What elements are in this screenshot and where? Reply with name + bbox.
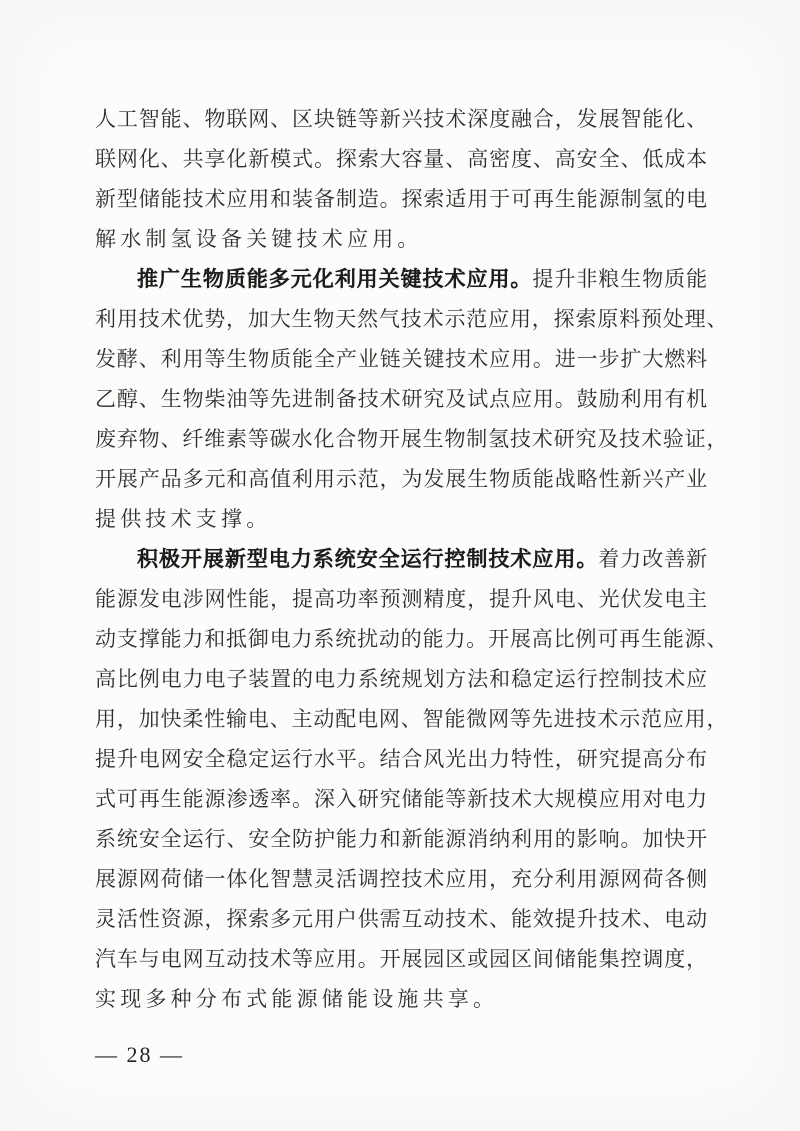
line-text: 汽车与电网互动技术等应用。开展园区或园区间储能集控调度， — [95, 947, 708, 971]
line-text: 展源网荷储一体化智慧灵活调控技术应用，充分利用源网荷各侧 — [95, 867, 708, 891]
text-line — [95, 139, 708, 179]
text-line — [95, 739, 708, 779]
text-line — [95, 939, 708, 979]
line-text: 开展产品多元和高值利用示范，为发展生物质能战略性新兴产业 — [95, 467, 708, 491]
text-line — [95, 539, 708, 579]
line-text: 提升非粮生物质能 — [532, 267, 708, 291]
line-text: 着力改善新 — [598, 547, 709, 571]
text-line — [95, 819, 708, 859]
text-line — [95, 419, 729, 459]
line-text: 发酵、利用等生物质能全产业链关键技术应用。进一步扩大燃料 — [95, 347, 708, 371]
text-line — [95, 299, 729, 339]
line-text: 提升电网安全稳定运行水平。结合风光出力特性，研究提高分布 — [95, 747, 708, 771]
text-line — [95, 779, 708, 819]
line-text: 联网化、共享化新模式。探索大容量、高密度、高安全、低成本 — [95, 147, 708, 171]
line-text: 动支撑能力和抵御电力系统扰动的能力。开展高比例可再生能源、 — [95, 627, 729, 651]
line-text: 用，加快柔性输电、主动配电网、智能微网等先进技术示范应用， — [95, 707, 729, 731]
text-line — [95, 899, 708, 939]
text-line — [95, 459, 708, 499]
line-text: 式可再生能源渗透率。深入研究储能等新技术大规模应用对电力 — [95, 787, 708, 811]
line-text: 人工智能、物联网、区块链等新兴技术深度融合，发展智能化、 — [95, 107, 708, 131]
text-line — [95, 659, 708, 699]
document-body — [95, 99, 729, 1019]
line-text: 灵活性资源，探索多元用户供需互动技术、能效提升技术、电动 — [95, 907, 708, 931]
text-line — [95, 499, 708, 539]
text-line — [95, 699, 729, 739]
line-text: 新型储能技术应用和装备制造。探索适用于可再生能源制氢的电 — [95, 187, 708, 211]
line-text: 能源发电涉网性能，提高功率预测精度，提升风电、光伏发电主 — [95, 587, 708, 611]
line-text: 利用技术优势，加大生物天然气技术示范应用，探索原料预处理、 — [95, 307, 729, 331]
page-number: — 28 — — [95, 1042, 184, 1067]
paragraph-lead-bold: 推广生物质能多元化利用关键技术应用。 — [137, 267, 533, 291]
line-text: 高比例电力电子装置的电力系统规划方法和稳定运行控制技术应 — [95, 667, 708, 691]
text-line — [95, 979, 708, 1019]
line-text: 系统安全运行、安全防护能力和新能源消纳利用的影响。加快开 — [95, 827, 708, 851]
page-footer — [95, 1042, 708, 1068]
text-line — [95, 859, 708, 899]
text-line — [95, 99, 708, 139]
text-line — [95, 619, 729, 659]
text-line — [95, 379, 708, 419]
line-text: 废弃物、纤维素等碳水化合物开展生物制氢技术研究及技术验证， — [95, 427, 729, 451]
line-text: 乙醇、生物柴油等先进制备技术研究及试点应用。鼓励利用有机 — [95, 387, 708, 411]
text-line — [95, 219, 708, 259]
line-text: 实现多种分布式能源储能设施共享。 — [95, 987, 499, 1011]
line-text: 提供技术支撑。 — [95, 507, 272, 531]
text-line — [95, 179, 708, 219]
line-text: 解水制氢设备关键技术应用。 — [95, 227, 423, 251]
text-line — [95, 339, 708, 379]
text-line — [95, 259, 708, 299]
paragraph-lead-bold: 积极开展新型电力系统安全运行控制技术应用。 — [137, 547, 599, 571]
text-line — [95, 579, 708, 619]
